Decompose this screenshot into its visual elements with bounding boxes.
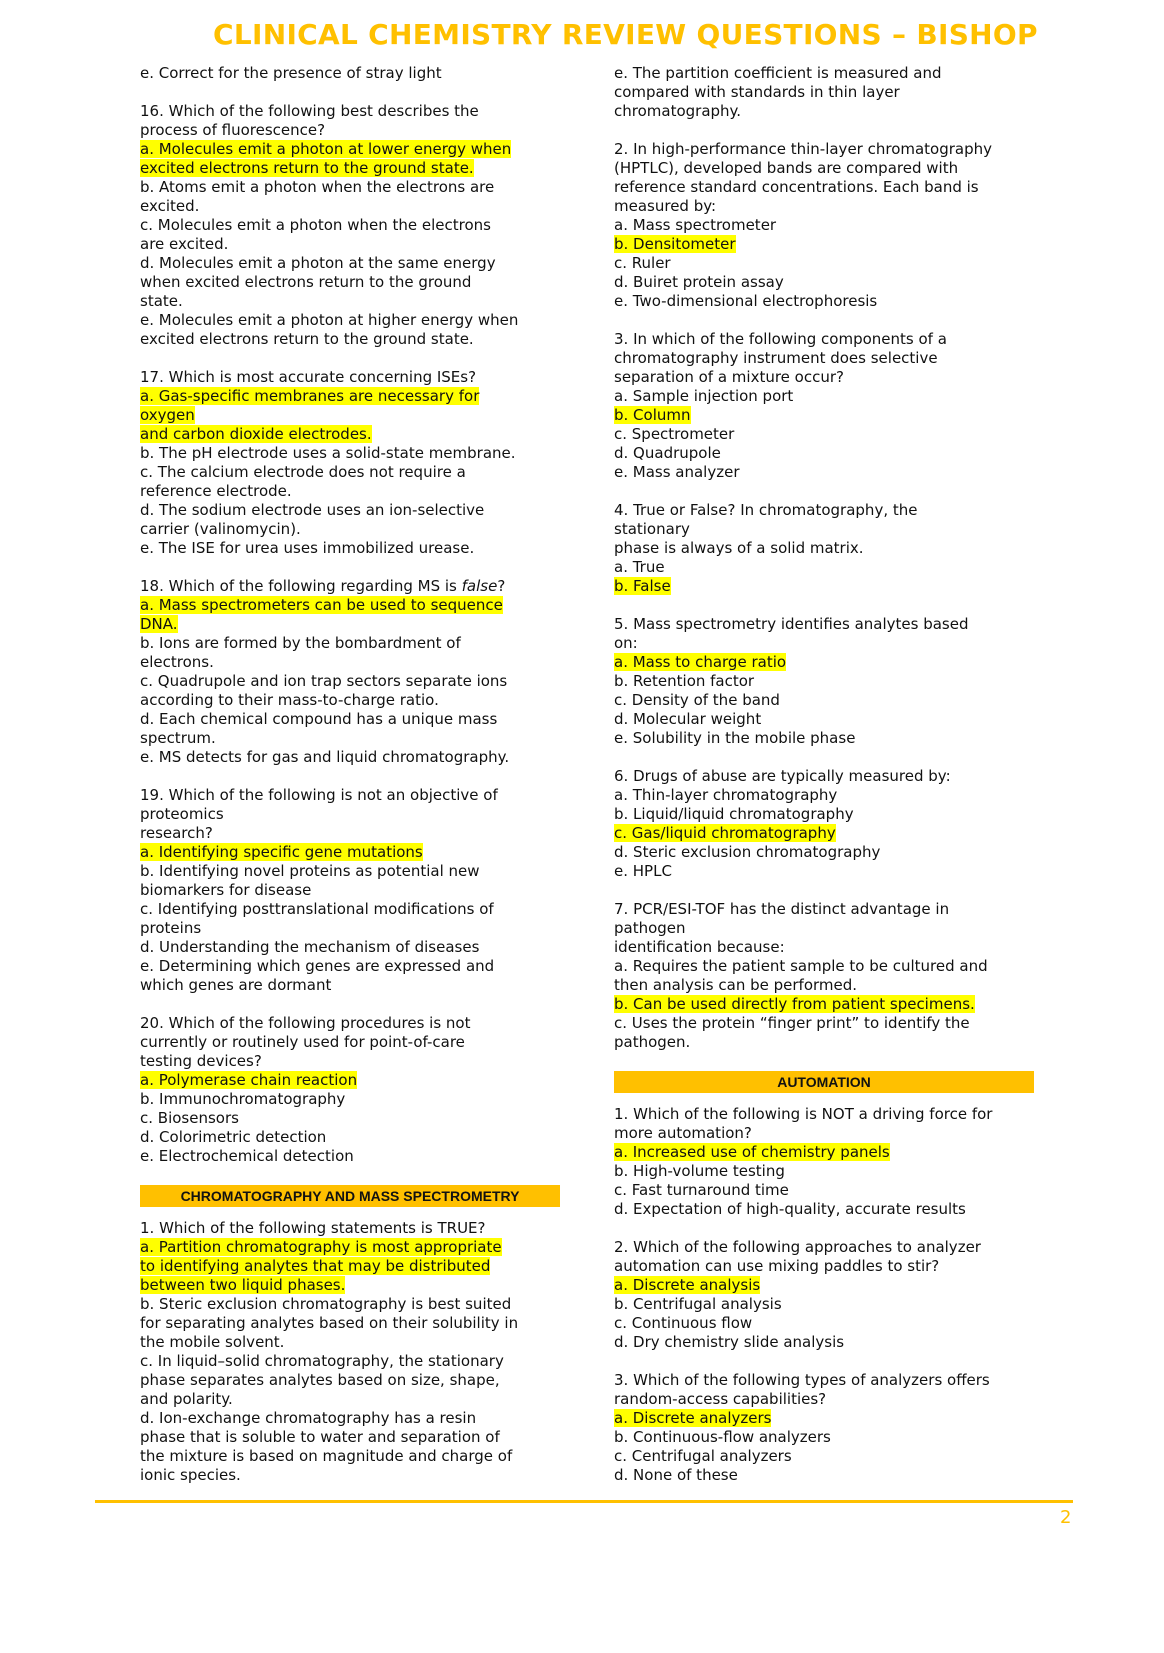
question-stem: 2. Which of the following approaches to analyzer <box>614 1238 981 1256</box>
correct-answer: a. Partition chromatography is most appropriate <box>140 1238 502 1256</box>
answer-option: and polarity. <box>140 1390 233 1408</box>
answer-option: c. Centrifugal analyzers <box>614 1447 792 1465</box>
correct-answer: b. Can be used directly from patient specimens. <box>614 995 975 1013</box>
answer-option: d. Colorimetric detection <box>140 1128 327 1146</box>
question-stem: 5. Mass spectrometry identifies analytes based <box>614 615 969 633</box>
answer-option: are excited. <box>140 235 229 253</box>
question-stem: random-access capabilities? <box>614 1390 827 1408</box>
correct-answer: a. Mass spectrometers can be used to sequence <box>140 596 503 614</box>
answer-option: electrons. <box>140 653 214 671</box>
answer-option: phase that is soluble to water and separation of <box>140 1428 500 1446</box>
answer-option: b. Immunochromatography <box>140 1090 346 1108</box>
question-stem: 4. True or False? In chromatography, the <box>614 501 918 519</box>
answer-option: e. Two-dimensional electrophoresis <box>614 292 878 310</box>
correct-answer: c. Gas/liquid chromatography <box>614 824 836 842</box>
question-stem: 19. Which of the following is not an objective of <box>140 786 498 804</box>
answer-option: when excited electrons return to the ground <box>140 273 472 291</box>
question-stem: identification because: <box>614 938 785 956</box>
answer-option: c. Biosensors <box>140 1109 239 1127</box>
page-number: 2 <box>1060 1507 1072 1528</box>
text-line: compared with standards in thin layer <box>614 83 900 101</box>
right-column <box>614 64 1034 1504</box>
question-stem: 6. Drugs of abuse are typically measured by: <box>614 767 951 785</box>
answer-option: b. Atoms emit a photon when the electrons are <box>140 178 495 196</box>
correct-answer: between two liquid phases. <box>140 1276 346 1294</box>
answer-option: e. Solubility in the mobile phase <box>614 729 856 747</box>
stem-text: ? <box>497 577 506 595</box>
answer-option: c. The calcium electrode does not require a <box>140 463 466 481</box>
question-stem: 1. Which of the following statements is TRUE? <box>140 1219 486 1237</box>
answer-option: e. Mass analyzer <box>614 463 740 481</box>
question-stem: on: <box>614 634 638 652</box>
chromatography-question-2 <box>614 140 1034 311</box>
answer-option: a. Sample injection port <box>614 387 794 405</box>
answer-option: b. Centrifugal analysis <box>614 1295 782 1313</box>
question-stem: process of fluorescence? <box>140 121 326 139</box>
correct-answer: DNA. <box>140 615 178 633</box>
carryover-text <box>140 64 560 83</box>
question-stem <box>140 577 560 596</box>
answer-option: a. Requires the patient sample to be cultured and <box>614 957 988 975</box>
document-title: CLINICAL CHEMISTRY REVIEW QUESTIONS – BISHOP <box>213 18 1038 51</box>
answer-option: d. Quadrupole <box>614 444 721 462</box>
answer-option: e. Determining which genes are expressed and <box>140 957 495 975</box>
answer-option: ionic species. <box>140 1466 241 1484</box>
answer-option: b. Steric exclusion chromatography is best suited <box>140 1295 512 1313</box>
answer-option: e. HPLC <box>614 862 672 880</box>
answer-option: b. Continuous-flow analyzers <box>614 1428 831 1446</box>
automation-question-3 <box>614 1371 1034 1485</box>
answer-option: b. The pH electrode uses a solid-state membrane. <box>140 444 516 462</box>
answer-option: d. Ion-exchange chromatography has a resin <box>140 1409 477 1427</box>
correct-answer: oxygen <box>140 406 195 424</box>
answer-option: the mobile solvent. <box>140 1333 285 1351</box>
answer-option: excited electrons return to the ground state. <box>140 330 474 348</box>
answer-option: phase separates analytes based on size, shape, <box>140 1371 500 1389</box>
question-stem: 3. In which of the following components of a <box>614 330 947 348</box>
answer-option: b. Retention factor <box>614 672 755 690</box>
answer-option: then analysis can be performed. <box>614 976 858 994</box>
answer-option: e. The ISE for urea uses immobilized urease. <box>140 539 475 557</box>
question-stem: 17. Which is most accurate concerning ISEs? <box>140 368 477 386</box>
answer-option: c. Ruler <box>614 254 671 272</box>
text-line: e. The partition coefficient is measured and <box>614 64 942 82</box>
answer-option: which genes are dormant <box>140 976 332 994</box>
answer-option: state. <box>140 292 183 310</box>
question-19 <box>140 786 560 995</box>
question-stem: stationary <box>614 520 690 538</box>
answer-option: carrier (valinomycin). <box>140 520 301 538</box>
correct-answer: a. Identifying specific gene mutations <box>140 843 423 861</box>
answer-option: c. Continuous flow <box>614 1314 753 1332</box>
question-16 <box>140 102 560 349</box>
answer-option: d. Dry chemistry slide analysis <box>614 1333 845 1351</box>
correct-answer: excited electrons return to the ground state. <box>140 159 474 177</box>
answer-option: pathogen. <box>614 1033 691 1051</box>
answer-option: b. Identifying novel proteins as potential new <box>140 862 480 880</box>
correct-answer: b. Column <box>614 406 691 424</box>
answer-option: c. Molecules emit a photon when the electrons <box>140 216 491 234</box>
answer-option: c. Density of the band <box>614 691 780 709</box>
answer-option: a. Mass spectrometer <box>614 216 777 234</box>
answer-option: according to their mass-to-charge ratio. <box>140 691 439 709</box>
answer-option: d. Understanding the mechanism of diseases <box>140 938 480 956</box>
correct-answer: a. Mass to charge ratio <box>614 653 787 671</box>
question-stem: 1. Which of the following is NOT a driving force for <box>614 1105 993 1123</box>
section-header-automation: AUTOMATION <box>614 1071 1034 1093</box>
answer-option: a. True <box>614 558 665 576</box>
answer-option: d. Expectation of high-quality, accurate results <box>614 1200 966 1218</box>
correct-answer: a. Gas-specific membranes are necessary for <box>140 387 480 405</box>
automation-question-1 <box>614 1105 1034 1219</box>
question-stem: 3. Which of the following types of analyzers offers <box>614 1371 990 1389</box>
answer-option: biomarkers for disease <box>140 881 312 899</box>
answer-option: d. The sodium electrode uses an ion-selective <box>140 501 485 519</box>
answer-option: c. Spectrometer <box>614 425 735 443</box>
chromatography-question-6 <box>614 767 1034 881</box>
answer-option: b. High-volume testing <box>614 1162 785 1180</box>
question-stem: 16. Which of the following best describes the <box>140 102 479 120</box>
answer-option: a. Thin-layer chromatography <box>614 786 838 804</box>
answer-option: d. None of these <box>614 1466 738 1484</box>
answer-option: c. Fast turnaround time <box>614 1181 789 1199</box>
question-stem: proteomics <box>140 805 224 823</box>
answer-option: c. Identifying posttranslational modifications of <box>140 900 494 918</box>
correct-answer: a. Discrete analyzers <box>614 1409 772 1427</box>
answer-option: excited. <box>140 197 200 215</box>
answer-option: c. Uses the protein “finger print” to identify the <box>614 1014 970 1032</box>
question-20 <box>140 1014 560 1166</box>
question-stem: reference standard concentrations. Each band is <box>614 178 979 196</box>
correct-answer: a. Polymerase chain reaction <box>140 1071 358 1089</box>
chromatography-question-4 <box>614 501 1034 596</box>
stem-emphasis: false <box>461 577 498 595</box>
answer-option: the mixture is based on magnitude and charge of <box>140 1447 513 1465</box>
section-header-chromatography: CHROMATOGRAPHY AND MASS SPECTROMETRY <box>140 1185 560 1207</box>
answer-option: d. Buiret protein assay <box>614 273 784 291</box>
answer-option: e. MS detects for gas and liquid chromatography. <box>140 748 510 766</box>
text-line: chromatography. <box>614 102 742 120</box>
chromatography-question-5 <box>614 615 1034 748</box>
correct-answer: a. Increased use of chemistry panels <box>614 1143 890 1161</box>
answer-option: e. Electrochemical detection <box>140 1147 354 1165</box>
correct-answer: b. False <box>614 577 671 595</box>
answer-option: for separating analytes based on their solubility in <box>140 1314 519 1332</box>
answer-option: reference electrode. <box>140 482 292 500</box>
footer-divider <box>95 1500 1073 1503</box>
question-stem: automation can use mixing paddles to stir? <box>614 1257 940 1275</box>
question-stem: separation of a mixture occur? <box>614 368 844 386</box>
chromatography-question-3 <box>614 330 1034 482</box>
answer-option: d. Molecular weight <box>614 710 762 728</box>
correct-answer: a. Discrete analysis <box>614 1276 761 1294</box>
text-line: e. Correct for the presence of stray light <box>140 64 442 82</box>
question-stem: phase is always of a solid matrix. <box>614 539 864 557</box>
answer-option: c. In liquid–solid chromatography, the stationary <box>140 1352 504 1370</box>
answer-option: d. Steric exclusion chromatography <box>614 843 881 861</box>
answer-option: d. Molecules emit a photon at the same energy <box>140 254 496 272</box>
question-stem: (HPTLC), developed bands are compared with <box>614 159 959 177</box>
question-stem: research? <box>140 824 213 842</box>
question-stem: testing devices? <box>140 1052 262 1070</box>
correct-answer: and carbon dioxide electrodes. <box>140 425 372 443</box>
question-stem: 20. Which of the following procedures is not <box>140 1014 471 1032</box>
question-stem: currently or routinely used for point-of-care <box>140 1033 465 1051</box>
answer-option: d. Each chemical compound has a unique mass <box>140 710 498 728</box>
chromatography-question-1 <box>140 1219 560 1485</box>
answer-option: proteins <box>140 919 202 937</box>
question-stem: 7. PCR/ESI-TOF has the distinct advantage in <box>614 900 950 918</box>
automation-question-2 <box>614 1238 1034 1352</box>
question-stem: pathogen <box>614 919 686 937</box>
answer-option: e. Molecules emit a photon at higher energy when <box>140 311 519 329</box>
answer-option: b. Ions are formed by the bombardment of <box>140 634 461 652</box>
correct-answer: b. Densitometer <box>614 235 736 253</box>
chromatography-question-7 <box>614 900 1034 1052</box>
carryover-text <box>614 64 1034 121</box>
answer-option: spectrum. <box>140 729 216 747</box>
correct-answer: to identifying analytes that may be distributed <box>140 1257 491 1275</box>
question-stem: more automation? <box>614 1124 752 1142</box>
question-17 <box>140 368 560 558</box>
question-stem: 2. In high-performance thin-layer chromatography <box>614 140 993 158</box>
correct-answer: a. Molecules emit a photon at lower energy when <box>140 140 512 158</box>
stem-text: 18. Which of the following regarding MS is <box>140 577 462 595</box>
question-18 <box>140 577 560 767</box>
answer-option: c. Quadrupole and ion trap sectors separate ions <box>140 672 508 690</box>
question-stem: chromatography instrument does selective <box>614 349 938 367</box>
answer-option: b. Liquid/liquid chromatography <box>614 805 854 823</box>
question-stem: measured by: <box>614 197 717 215</box>
left-column <box>140 64 560 1504</box>
